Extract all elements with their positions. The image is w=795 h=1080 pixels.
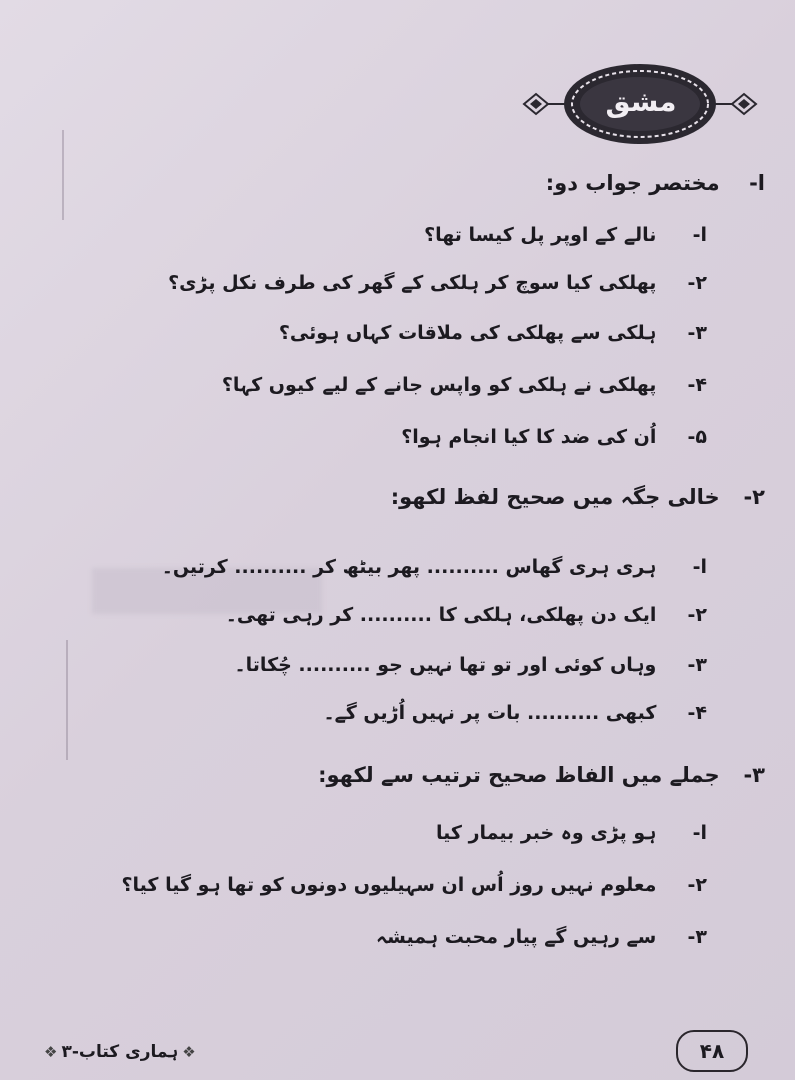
item-number: ا- bbox=[692, 224, 707, 246]
item-number: ۳- bbox=[687, 322, 707, 344]
item-number: ۳- bbox=[687, 926, 707, 948]
item-number: ۴- bbox=[687, 702, 707, 724]
flourish-icon: ❖ bbox=[182, 1043, 196, 1061]
item-text: نالے کے اوپر پل کیسا تھا؟ bbox=[424, 224, 657, 246]
flourish-icon: ❖ bbox=[44, 1043, 58, 1061]
list-item bbox=[376, 920, 707, 954]
section-number: ۲- bbox=[743, 485, 765, 509]
list-item bbox=[436, 816, 707, 850]
item-text: ایک دن پھلکی، ہلکی کا .......... کر رہی تھی۔ bbox=[225, 604, 657, 626]
section-number: ۳- bbox=[743, 763, 765, 787]
book-title: ہماری کتاب-۳ bbox=[61, 1042, 179, 1062]
list-item bbox=[235, 648, 707, 682]
item-number: ۲- bbox=[687, 604, 707, 626]
item-text: کبھی .......... بات پر نہیں اُڑیں گے۔ bbox=[323, 702, 657, 724]
list-item bbox=[226, 598, 707, 632]
list-item bbox=[162, 550, 707, 584]
item-number: ۵- bbox=[687, 426, 707, 448]
item-text: اُن کی ضد کا کیا انجام ہوا؟ bbox=[401, 426, 657, 448]
section-heading bbox=[391, 480, 765, 514]
item-number: ا- bbox=[692, 822, 707, 844]
page-number: ۴۸ bbox=[676, 1030, 748, 1072]
item-number: ۴- bbox=[687, 374, 707, 396]
item-text: ہری ہری گھاس .......... پھر بیٹھ کر .......... کرتیں۔ bbox=[161, 556, 657, 578]
section-heading-text: مختصر جواب دو: bbox=[545, 171, 720, 195]
item-text: ہلکی سے پھلکی کی ملاقات کہاں ہوئی؟ bbox=[278, 322, 657, 344]
list-item bbox=[424, 218, 707, 252]
list-item bbox=[222, 368, 707, 402]
section-heading bbox=[546, 166, 765, 200]
list-item bbox=[168, 266, 707, 300]
section-number: ا- bbox=[749, 171, 765, 195]
item-text: معلوم نہیں روز اُس ان سہیلیوں دونوں کو تھا ہو گیا کیا؟ bbox=[121, 874, 657, 896]
item-number: ۲- bbox=[687, 874, 707, 896]
item-text: سے رہیں گے پیار محبت ہمیشہ bbox=[375, 926, 657, 948]
item-number: ۲- bbox=[687, 272, 707, 294]
item-text: وہاں کوئی اور تو تھا نہیں جو .......... چُکاتا۔ bbox=[234, 654, 657, 676]
margin-line bbox=[62, 130, 64, 220]
item-number: ۳- bbox=[687, 654, 707, 676]
margin-line bbox=[66, 640, 68, 760]
section-heading bbox=[318, 758, 765, 792]
section-heading-text: جملے میں الفاظ صحیح ترتیب سے لکھو: bbox=[318, 763, 720, 787]
item-text: پھلکی کیا سوچ کر ہلکی کے گھر کی طرف نکل پڑی؟ bbox=[168, 272, 657, 294]
item-number: ا- bbox=[692, 556, 707, 578]
section-heading-text: خالی جگہ میں صحیح لفظ لکھو: bbox=[390, 485, 720, 509]
list-item bbox=[401, 420, 707, 454]
item-text: ہو پڑی وہ خبر بیمار کیا bbox=[436, 822, 657, 844]
page-title: مشق bbox=[605, 85, 677, 118]
list-item bbox=[122, 868, 708, 902]
list-item bbox=[324, 696, 708, 730]
list-item bbox=[279, 316, 707, 350]
footer-book-title bbox=[40, 1038, 200, 1066]
item-text: پھلکی نے ہلکی کو واپس جانے کے لیے کیوں کہا؟ bbox=[221, 374, 657, 396]
